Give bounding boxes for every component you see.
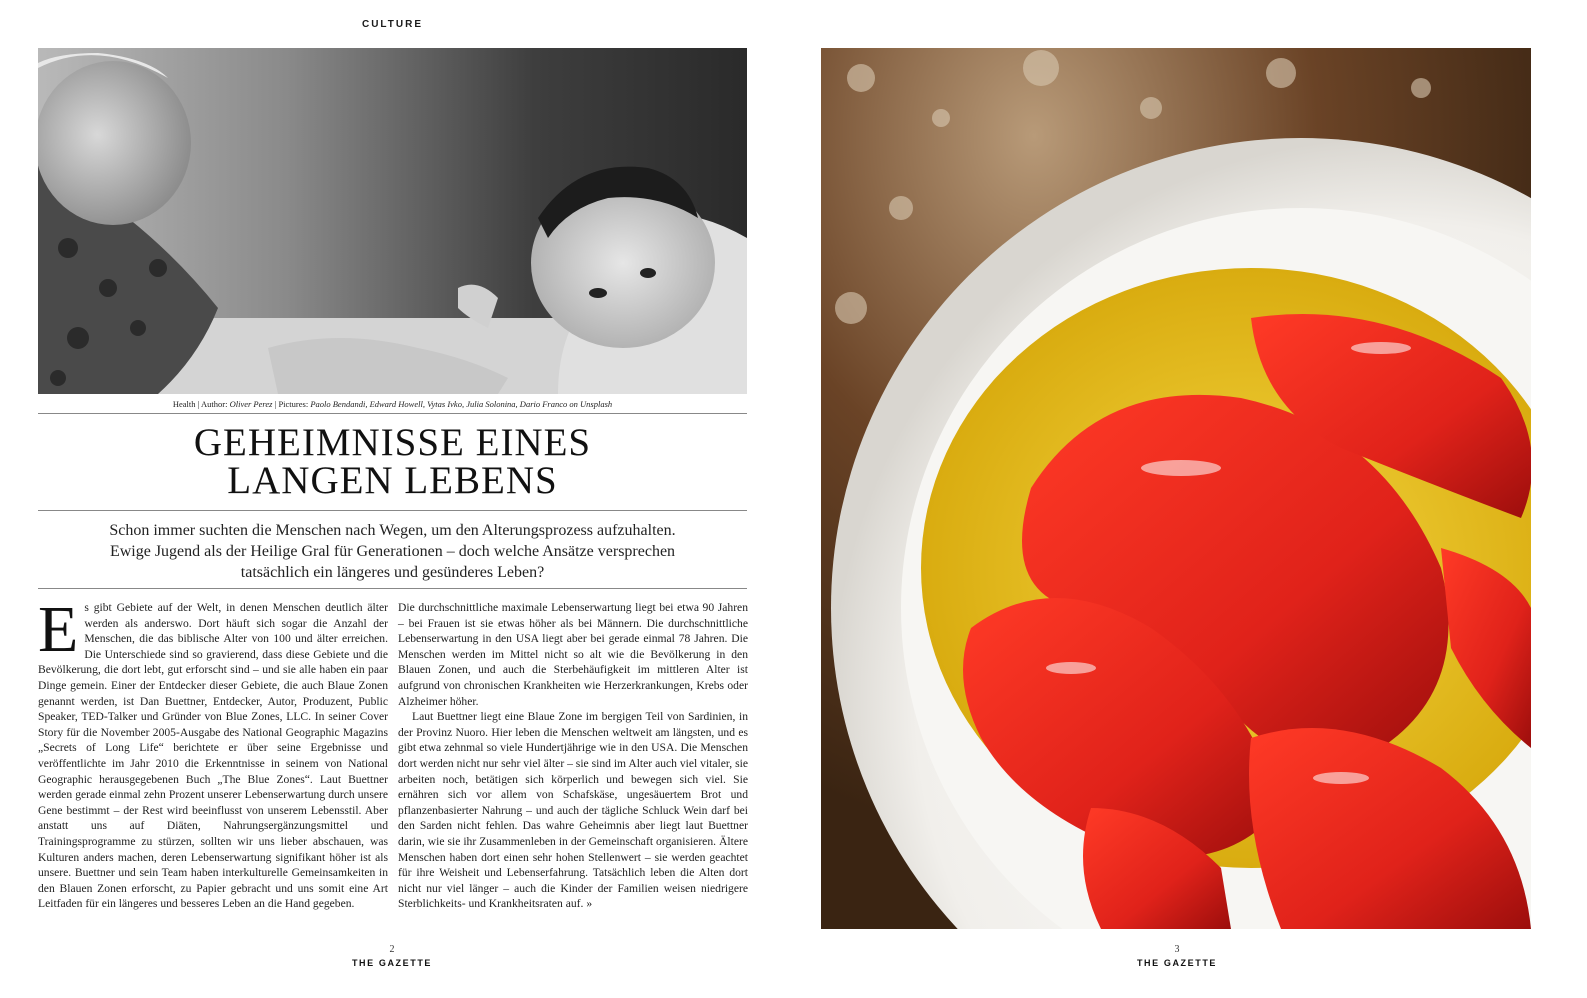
right-page bbox=[794, 0, 1587, 998]
credits-pictures: Paolo Bendandi, Edward Howell, Vytas Ivko, Julia Solonina, Dario Franco on Unsplash bbox=[310, 399, 613, 409]
credits-author: Oliver Perez bbox=[229, 399, 273, 409]
credits-pictures-label: Pictures: bbox=[278, 399, 309, 409]
drop-cap: E bbox=[38, 593, 79, 666]
rule-top bbox=[38, 413, 747, 414]
section-label: CULTURE bbox=[361, 19, 424, 30]
credits-author-label: Author: bbox=[201, 399, 228, 409]
page-number: 3 bbox=[1174, 944, 1180, 955]
headline-line-1: GEHEIMNISSE EINES bbox=[193, 421, 592, 464]
page-number: 2 bbox=[389, 944, 395, 955]
rule-headline bbox=[38, 510, 747, 511]
body-paragraph: Die durchschnittliche maximale Lebenserwartung liegt bei etwa 90 Jahren – bei Frauen ist sie etwas höher als bei Männern. Die durchschnittliche Lebenserwartung in den USA liegt aber bei gerade einmal 78 Jahren. Die Menschen werden im Mittel nicht so alt wie die Bevölkerung in den Blauen Zonen, und auch die Sterbehäufigkeit im mittleren Alter ist aufgrund von chronischen Krankheiten wie Herzerkrankungen, Krebs oder Alzheimer höher. bbox=[398, 601, 748, 708]
credits-category: Health bbox=[172, 399, 196, 409]
body-column-2 bbox=[398, 600, 748, 912]
body-paragraph bbox=[38, 593, 388, 912]
publication-name: THE GAZETTE bbox=[351, 958, 433, 968]
body-column-1 bbox=[38, 593, 388, 912]
lede: Schon immer suchten die Menschen nach Wegen, um den Alterungsprozess aufzuhalten. Ewige Jugend als der Heilige Gral für Generationen – doch welche Ansätze versprechen tatsächlich ein längeres und gesünderes Leben? bbox=[109, 522, 676, 581]
rule-lede bbox=[38, 588, 747, 589]
body-paragraph: Laut Buettner liegt eine Blaue Zone im bergigen Teil von Sardinien, in der Provinz Nuoro. Hier leben die Menschen weltweit am längsten, und es gibt etwa zehnmal so viele Hundertjährige wie in den USA. Die Menschen dort werden nicht nur sehr viel älter – sie sind im Alter auch viel vitaler, sie arbeiten noch, betätigen sich körperlich und bewegen sich viel. Sie ernähren sich vor allem von Schafskäse, ungesäuertem Brot und pflanzenbasierter Nahrung – und auch der tägliche Schluck Wein darf bei den Sarden nicht fehlen. Das wahre Geheimnis aber liegt laut Buettner darin, wie sie ihr Zusammenleben in der Gemeinschaft organisieren. Ältere Menschen haben dort einen sehr hohen Stellenwert – sie werden geachtet für ihre Weisheit und Lebenserfahrung. Tatsächlich leben die Alten dort nicht nur viel länger – auch die Kinder der Familien weisen niedrigere Sterblichkeits- und Krankheitsraten auf. » bbox=[398, 710, 748, 911]
col1-text: s gibt Gebiete auf der Welt, in denen Menschen deutlich älter werden als anderswo. Dort häuft sich sogar die Anzahl der Menschen, die das biblische Alter von 100 und älter erreichen. Die Unterschiede sind so gravierend, dass diese Gebiete und die Bevölkerung, die dort lebt, gut erforscht sind – und sie alle haben ein paar Dinge gemein. Einer der Entdecker dieser Gebiete, die auch Blaue Zonen genannt werden, ist Dan Buettner, Entdecker, Autor, Produzent, Public Speaker, TED-Talker und Gründer von Blue Zones, LLC. In seiner Cover Story für die November 2005-Ausgabe des National Geographic Magazins „Secrets of Long Life“ berichtete er über seine Ergebnisse und veröffentlichte im Jahr 2010 die Erkenntnisse in seinem von National Geographic herausgegebenen Buch „The Blue Zones“. Laut Buettner werden gerade einmal zehn Prozent unserer Lebenserwartung durch unsere Gene bestimmt – der Rest wird beeinflusst von unserem Lebensstil. Aber anstatt uns auf Diäten, Nahrungsergänzungsmittel und Trainingsprogramme zu stürzen, sollten wir uns lieber abschauen, was Kulturen anders machen, deren Lebenserwartung signifikant höher ist als unsere. Buettner und sein Team haben interkulturelle Gemeinsamkeiten in den Blauen Zonen erforscht, zu Papier gebracht und uns somit eine Art Leitfaden für ein längeres und besseres Leben an die Hand gegeben. bbox=[38, 601, 388, 911]
tomato-plate-photo bbox=[821, 48, 1531, 929]
photo-credits: Health | Author: Oliver Perez | Pictures: Paolo Bendandi, Edward Howell, Vytas Ivko, Julia Solonina, Dario Franco on Unsplash bbox=[172, 399, 613, 409]
publication-name: THE GAZETTE bbox=[1136, 958, 1218, 968]
headline bbox=[38, 421, 747, 502]
headline-line-2: LANGEN LEBENS bbox=[227, 459, 558, 502]
elder-and-baby-photo bbox=[38, 48, 747, 394]
